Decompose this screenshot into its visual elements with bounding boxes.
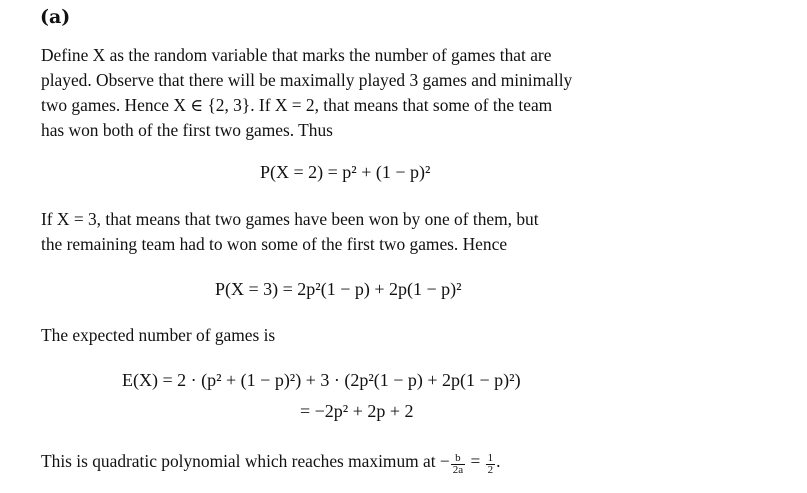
paragraph-conclusion (41, 449, 721, 476)
equation-expectation-line2: = −2p² + 2p + 2 (300, 401, 414, 421)
equation-p-x-2: P(X = 2) = p² + (1 − p)² (260, 162, 431, 182)
fraction-numerator: 1 (487, 452, 494, 464)
text-line: The expected number of games is (41, 325, 276, 345)
fraction-b-over-2a (451, 453, 465, 476)
fraction-one-half (486, 453, 496, 476)
equals-sign: = (470, 451, 481, 471)
paragraph-expected (41, 323, 721, 348)
period: . (496, 451, 501, 471)
paragraph-x-3 (41, 207, 721, 257)
paragraph-definition (41, 43, 721, 143)
fraction-numerator: b (451, 453, 465, 465)
text-line: has won both of the first two games. Thus (41, 120, 333, 140)
fraction-denominator: 2a (452, 464, 464, 476)
fraction-denominator: 2 (487, 464, 494, 476)
text-line: Define X as the random variable that marks the number of games that are (41, 45, 552, 65)
text-line: the remaining team had to won some of the first two games. Hence (41, 234, 508, 254)
equation-expectation-line1: E(X) = 2 · (p² + (1 − p)²) + 3 · (2p²(1 − p) + 2p(1 − p)²) (122, 370, 521, 390)
equation-p-x-3: P(X = 3) = 2p²(1 − p) + 2p(1 − p)² (215, 279, 462, 299)
conclusion-line (41, 449, 721, 476)
part-heading: (a) (40, 6, 71, 28)
text-line: two games. Hence X ∈ {2, 3}. If X = 2, that means that some of the team (41, 95, 553, 115)
text-line: played. Observe that there will be maximally played 3 games and minimally (41, 70, 573, 90)
text-line: If X = 3, that means that two games have been won by one of them, but (41, 209, 539, 229)
conclusion-text: This is quadratic polynomial which reaches maximum at − (41, 451, 450, 471)
